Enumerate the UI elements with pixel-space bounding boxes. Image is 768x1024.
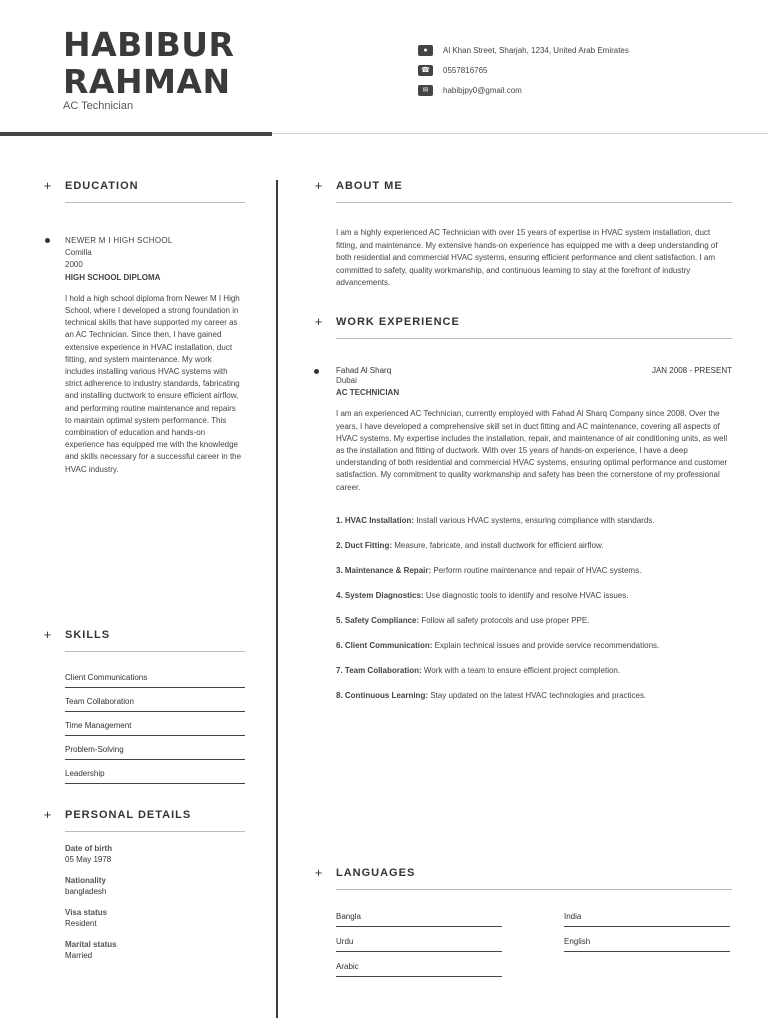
personal-details-section [43,807,245,960]
personal-list [65,844,245,960]
section-rule [336,338,732,339]
education-description: I hold a high school diploma from Newer M I High School, where I developed a strong foundation in technical skills that have supported my career as an AC Technician. Since then, I have gained extensive experience in HVAC installation, duct fitting, and system maintenance. My work includes installing various HVAC systems with strict adherence to industry standards, fabricating and installing ductwork to ensure efficient airflow, and performing routine maintenance and repairs to maintain optimal system performance. This combination of education and hands-on experience has equipped me with the knowledge and skills necessary for a successful career in the HVAC industry. [65,293,242,474]
job-entry [336,366,732,702]
job-role: AC TECHNICIAN [336,388,400,398]
marital-label: Marital status [65,940,117,949]
last-name: RAHMAN [63,62,231,101]
about-title: ABOUT ME [336,179,403,192]
language-item: Urdu [336,927,502,952]
company-name: Fahad Al Sharq [336,366,392,375]
skills-title: SKILLS [65,628,111,641]
responsibility-item: 6. Client Communication: Explain technical issues and provide service recommendations. [336,640,660,650]
nationality-value: bangladesh [65,887,107,896]
column-divider [276,180,278,1018]
phone-icon: ☎ [418,65,433,76]
location-icon: ● [418,45,433,56]
responsibility-item: 2. Duct Fitting: Measure, fabricate, and install ductwork for efficient airflow. [336,540,604,550]
visa-label: Visa status [65,908,108,917]
about-text: I am a highly experienced AC Technician with over 15 years of expertise in HVAC system installation, duct fitting, and maintenance. My extensive hands-on experience has equipped me with a deep understanding of both residential and commercial HVAC systems, ensuring efficient performance and client satisfaction. I am committed to safety, quality workmanship, and continuous learning to stay at the forefront of industry advancements. [336,228,718,287]
first-name: HABIBUR [63,25,235,64]
candidate-name [63,26,234,100]
bullet-icon [45,238,50,243]
work-section [314,314,732,715]
languages-list [336,902,732,977]
plus-icon: + [314,314,324,329]
language-item: English [564,927,730,952]
skill-item: Time Management [65,712,245,736]
dob-value: 05 May 1978 [65,855,112,864]
contact-phone [418,60,629,80]
skills-section [43,627,245,784]
skills-list [65,664,245,784]
job-city: Dubai [336,376,357,385]
section-rule [336,202,732,203]
language-item: Bangla [336,902,502,927]
school-location: Comilla [65,248,92,258]
degree: HIGH SCHOOL DIPLOMA [65,272,161,282]
languages-title: LANGUAGES [336,866,416,879]
job-summary: I am an experienced AC Technician, currently employed with Fahad Al Sharq Company since 2008. Over the years, I have developed a comprehensive skill set in duct fitting and AC maintenance, covering all aspects of HVAC systems. My expertise includes the installation, repair, and maintenance of air conditioning units, as well as the installation and fitting of ductwork. With over 15 years of hands-on experience, I have a deep understanding of both residential and commercial HVAC systems, ensuring optimal performance and customer satisfaction. My commitment to quality workmanship and safety has been the cornerstone of my professional career. [336,409,728,492]
skill-item: Problem-Solving [65,736,245,760]
education-title: EDUCATION [65,179,139,192]
contact-phone-text: 0557816765 [443,65,488,75]
plus-icon: + [43,807,53,822]
email-icon: ✉ [418,85,433,96]
plus-icon: + [314,178,324,193]
responsibility-item: 7. Team Collaboration: Work with a team to ensure efficient project completion. [336,665,621,675]
header-accent-bar [0,132,272,136]
responsibility-item: 4. System Diagnostics: Use diagnostic tools to identify and resolve HVAC issues. [336,590,629,600]
skill-item: Team Collaboration [65,688,245,712]
plus-icon: + [43,627,53,642]
responsibility-item: 5. Safety Compliance: Follow all safety protocols and use proper PPE. [336,615,590,625]
visa-value: Resident [65,919,97,928]
education-entry [65,235,245,476]
job-title: AC Technician [63,100,134,112]
marital-value: Married [65,951,93,960]
contact-email[interactable] [418,80,629,100]
school-year: 2000 [65,260,83,270]
section-rule [65,651,245,652]
nationality-label: Nationality [65,876,106,885]
skill-item: Client Communications [65,664,245,688]
contact-address-text: Al Khan Street, Sharjah, 1234, United Arab Emirates [443,45,629,55]
dob-label: Date of birth [65,844,113,853]
school-name: NEWER M I HIGH SCHOOL [65,236,173,245]
contact-address [418,40,629,60]
job-dates: JAN 2008 - PRESENT [651,366,732,375]
plus-icon: + [314,865,324,880]
language-item: Arabic [336,952,502,977]
responsibility-item: 1. HVAC Installation: Install various HVAC systems, ensuring compliance with standards. [336,515,655,525]
languages-section [314,865,732,977]
plus-icon: + [43,178,53,193]
section-rule [65,202,245,203]
responsibility-item: 3. Maintenance & Repair: Perform routine maintenance and repair of HVAC systems. [336,565,642,575]
responsibilities-list [336,515,732,702]
section-rule [65,831,245,832]
work-title: WORK EXPERIENCE [336,315,460,328]
responsibility-item: 8. Continuous Learning: Stay updated on the latest HVAC technologies and practices. [336,690,647,700]
personal-title: PERSONAL DETAILS [65,808,192,821]
contact-email-text[interactable]: habibjpy0@gmail.com [443,85,522,95]
contact-block [418,40,629,100]
education-section [43,178,245,476]
section-rule [336,889,732,890]
language-item: India [564,902,730,927]
bullet-icon [314,369,319,374]
about-section [314,178,732,290]
skill-item: Leadership [65,760,245,784]
